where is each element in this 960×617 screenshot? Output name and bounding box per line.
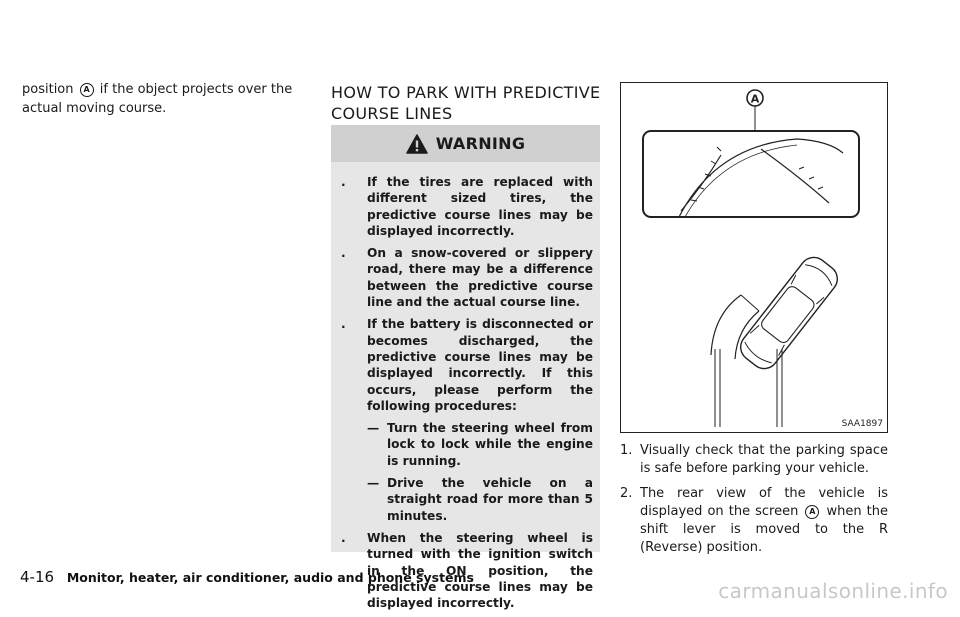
warning-header <box>331 125 600 162</box>
bullet: . <box>341 317 346 332</box>
intro-text-after: if the object projects over the actual moving course. <box>22 82 293 116</box>
warning-item-text: If the battery is disconnected or becomes discharged, the predictive course lines may be displayed incorrectly. If this occurs, please perform the following procedures: <box>367 317 593 413</box>
warning-item-text: On a snow-covered or slippery road, there may be a difference between the predictive course line and the actual course line. <box>367 246 593 310</box>
figure-label: SAA1897 <box>841 419 883 429</box>
step-number: 2. <box>620 486 633 501</box>
page-footer <box>20 568 474 586</box>
step-text: Visually check that the parking space is safe before parking your vehicle. <box>640 443 888 476</box>
circled-a-marker: A <box>80 83 94 97</box>
warning-subitem-text: Turn the steering wheel from lock to lock while the engine is running. <box>387 421 593 468</box>
bullet: . <box>341 175 346 189</box>
warning-item <box>341 316 593 524</box>
step-number: 1. <box>620 443 633 458</box>
warning-subitem <box>367 420 593 469</box>
warning-subitem-text: Drive the vehicle on a straight road for more than 5 minutes. <box>387 476 593 523</box>
intro-paragraph <box>22 80 312 118</box>
warning-icon <box>406 134 428 154</box>
chapter-title: Monitor, heater, air conditioner, audio and phone systems <box>66 570 474 585</box>
intro-text-before: position <box>22 82 74 97</box>
bullet: . <box>341 246 346 261</box>
watermark: carmanualsonline.info <box>718 579 948 603</box>
warning-item <box>341 174 593 239</box>
warning-box <box>331 125 600 611</box>
step-text-after: when the shift lever is moved to the R (Reverse) position. <box>640 504 888 555</box>
warning-item-text: When the steering wheel is turned with the ignition switch in the ON position, the predictive course lines may be displayed incorrectly. <box>367 530 593 611</box>
warning-item <box>341 245 593 310</box>
car-icon <box>735 252 843 374</box>
callout-a-letter: A <box>750 92 760 106</box>
parking-illustration <box>621 83 887 432</box>
warning-title: WARNING <box>435 134 526 153</box>
warning-item-text: If the tires are replaced with different sized tires, the predictive course lines may be displayed incorrectly. <box>367 175 593 238</box>
page-number: 4-16 <box>20 568 55 586</box>
dash: — <box>367 421 380 436</box>
warning-list <box>341 174 593 617</box>
step-item <box>620 485 888 557</box>
dash: — <box>367 476 380 491</box>
illustration-figure <box>620 82 888 433</box>
step-text-before: The rear view of the vehicle is displayed on the screen <box>640 486 888 519</box>
bullet: . <box>341 530 346 545</box>
circled-a-marker: A <box>805 505 819 519</box>
step-item <box>620 442 888 478</box>
warning-subitem <box>367 475 593 524</box>
section-heading: HOW TO PARK WITH PREDICTIVE COURSE LINES <box>331 83 601 123</box>
steps-list <box>620 442 888 564</box>
